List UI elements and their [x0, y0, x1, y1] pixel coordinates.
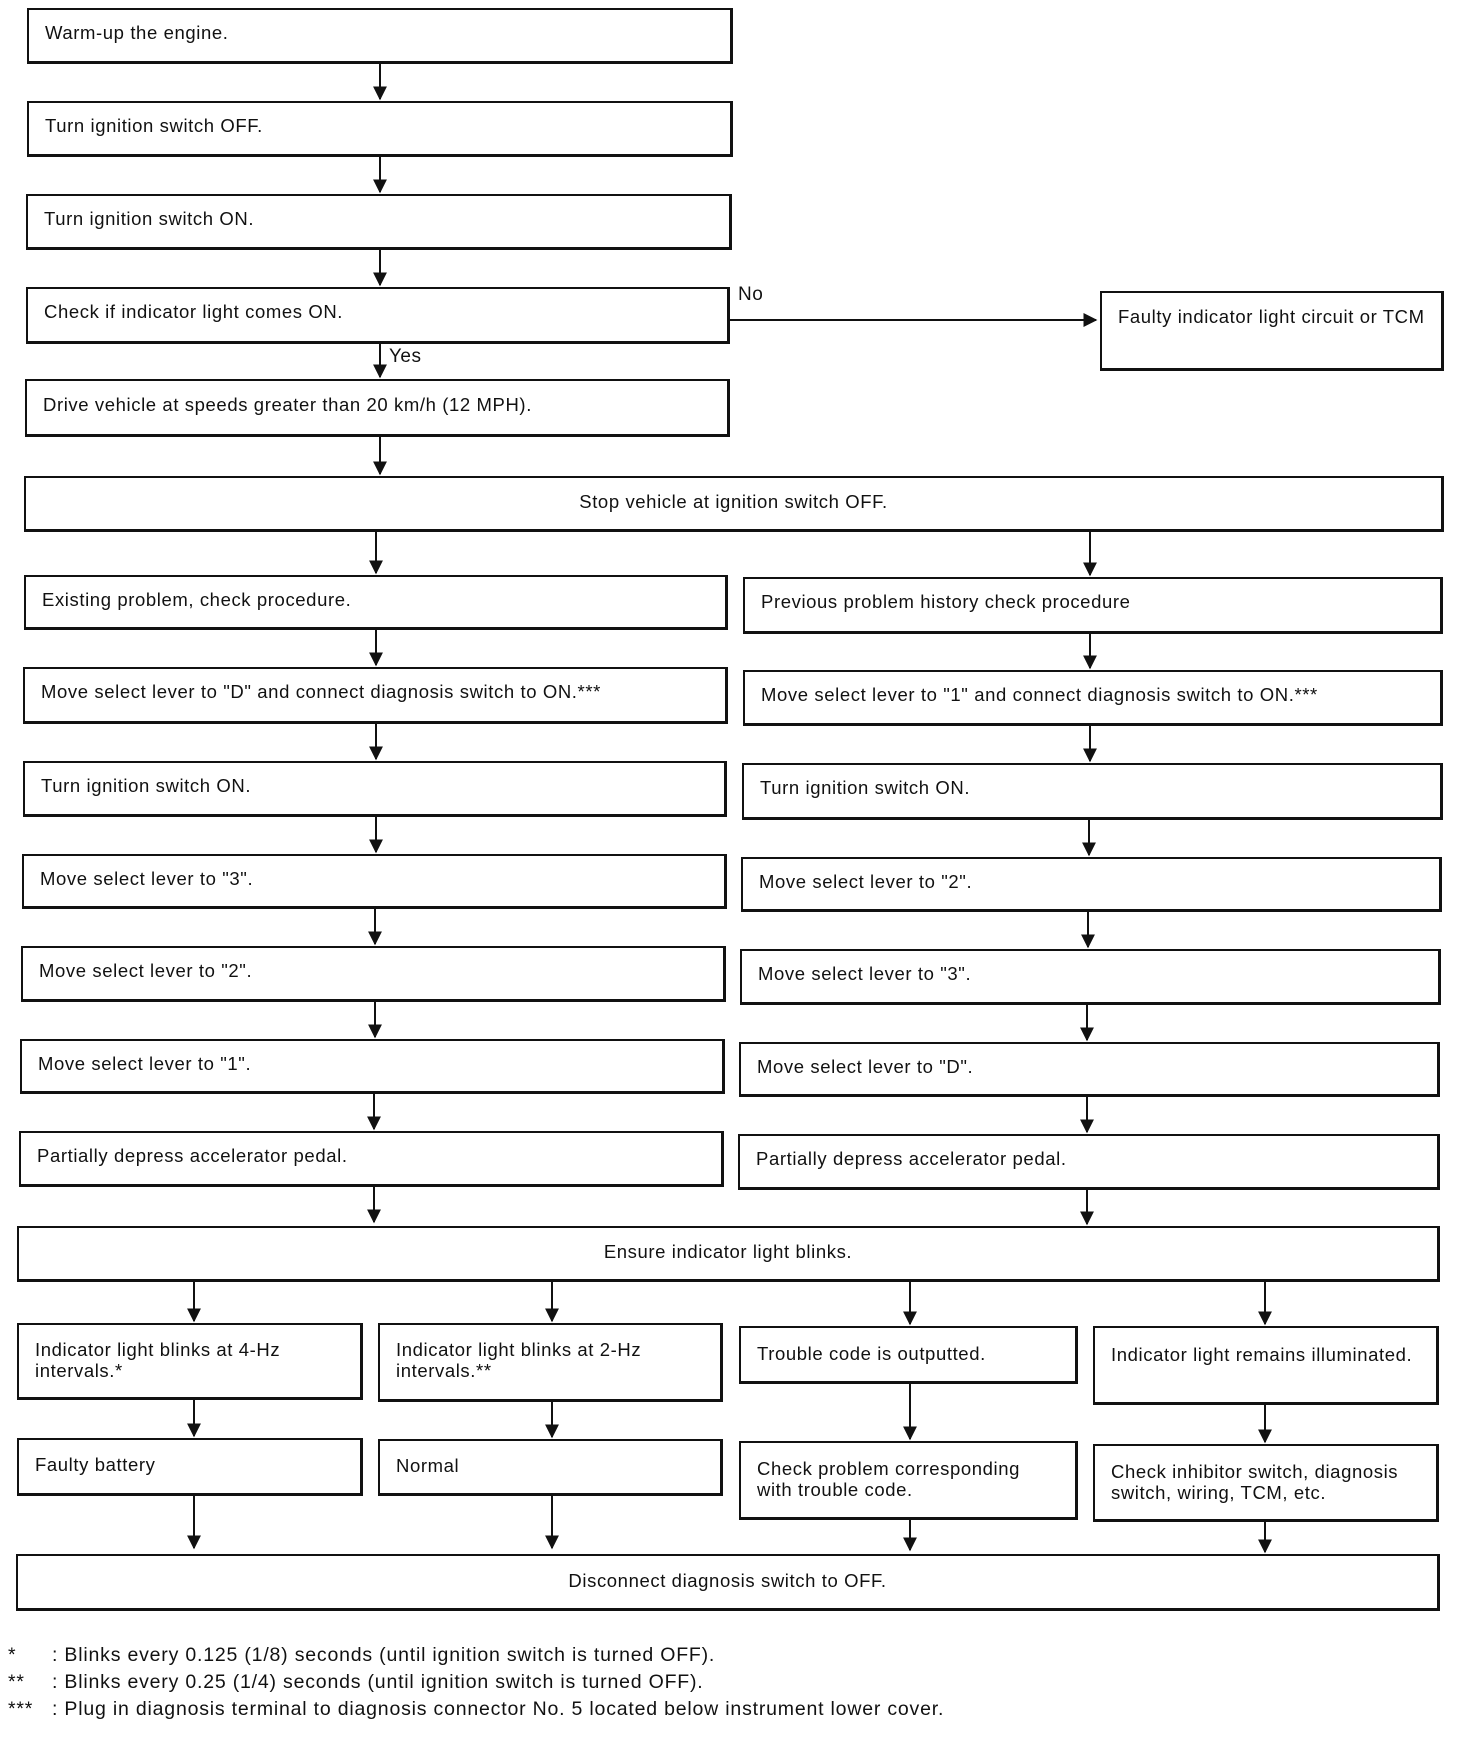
- previous-step-select-2: Move select lever to "2".: [741, 857, 1442, 912]
- previous-step-accelerator: Partially depress accelerator pedal.: [738, 1134, 1440, 1190]
- footnote-2-text: : Blinks every 0.25 (1/4) seconds (until ignition switch is turned OFF).: [52, 1671, 704, 1693]
- yes-branch-label: Yes: [389, 346, 422, 367]
- footnote-1-mark: *: [8, 1644, 17, 1666]
- result-light-remains-on: Indicator light remains illuminated.: [1093, 1326, 1439, 1405]
- result-2hz-blink: Indicator light blinks at 2-Hz intervals.**: [378, 1323, 723, 1402]
- check-indicator-light-step: Check if indicator light comes ON.: [26, 287, 730, 344]
- existing-step-select-d: Move select lever to "D" and connect diagnosis switch to ON.***: [23, 667, 728, 724]
- drive-vehicle-step: Drive vehicle at speeds greater than 20 km/h (12 MPH).: [25, 379, 730, 437]
- stop-vehicle-step: Stop vehicle at ignition switch OFF.: [24, 476, 1444, 532]
- previous-problem-procedure-title: Previous problem history check procedure: [743, 577, 1443, 634]
- previous-step-select-3: Move select lever to "3".: [740, 949, 1441, 1005]
- footnote-1-text: : Blinks every 0.125 (1/8) seconds (until ignition switch is turned OFF).: [52, 1644, 716, 1666]
- existing-step-ignition-on: Turn ignition switch ON.: [23, 761, 727, 817]
- action-check-trouble-code: Check problem corresponding with trouble code.: [739, 1441, 1078, 1520]
- faulty-indicator-circuit-box: Faulty indicator light circuit or TCM: [1100, 291, 1444, 371]
- result-4hz-blink: Indicator light blinks at 4-Hz intervals.*: [17, 1323, 363, 1400]
- footnote-3-mark: ***: [8, 1698, 34, 1720]
- no-branch-label: No: [738, 284, 764, 305]
- ignition-on-step: Turn ignition switch ON.: [26, 194, 732, 250]
- footnote-2: [8, 1669, 944, 1696]
- ensure-indicator-blinks-step: Ensure indicator light blinks.: [17, 1226, 1440, 1282]
- action-normal: Normal: [378, 1439, 723, 1496]
- ignition-off-step: Turn ignition switch OFF.: [27, 101, 733, 157]
- action-faulty-battery: Faulty battery: [17, 1438, 363, 1496]
- disconnect-diagnosis-switch-step: Disconnect diagnosis switch to OFF.: [16, 1554, 1440, 1611]
- footnote-2-mark: **: [8, 1671, 25, 1693]
- existing-problem-procedure-title: Existing problem, check procedure.: [24, 575, 728, 630]
- footnote-3-text: : Plug in diagnosis terminal to diagnosis connector No. 5 located below instrument lower cover.: [52, 1698, 945, 1720]
- existing-step-accelerator: Partially depress accelerator pedal.: [19, 1131, 724, 1187]
- result-trouble-code: Trouble code is outputted.: [739, 1326, 1078, 1384]
- action-check-inhibitor-switch: Check inhibitor switch, diagnosis switch, wiring, TCM, etc.: [1093, 1444, 1439, 1522]
- existing-step-select-2: Move select lever to "2".: [21, 946, 726, 1002]
- previous-step-select-d: Move select lever to "D".: [739, 1042, 1440, 1097]
- existing-step-select-1: Move select lever to "1".: [20, 1039, 725, 1094]
- previous-step-ignition-on: Turn ignition switch ON.: [742, 763, 1443, 820]
- footnote-1: [8, 1642, 944, 1669]
- footnotes: [8, 1642, 944, 1723]
- footnote-3: [8, 1696, 944, 1723]
- existing-step-select-3: Move select lever to "3".: [22, 854, 727, 909]
- warm-up-engine-step: Warm-up the engine.: [27, 8, 733, 64]
- previous-step-select-1: Move select lever to "1" and connect diagnosis switch to ON.***: [743, 670, 1443, 726]
